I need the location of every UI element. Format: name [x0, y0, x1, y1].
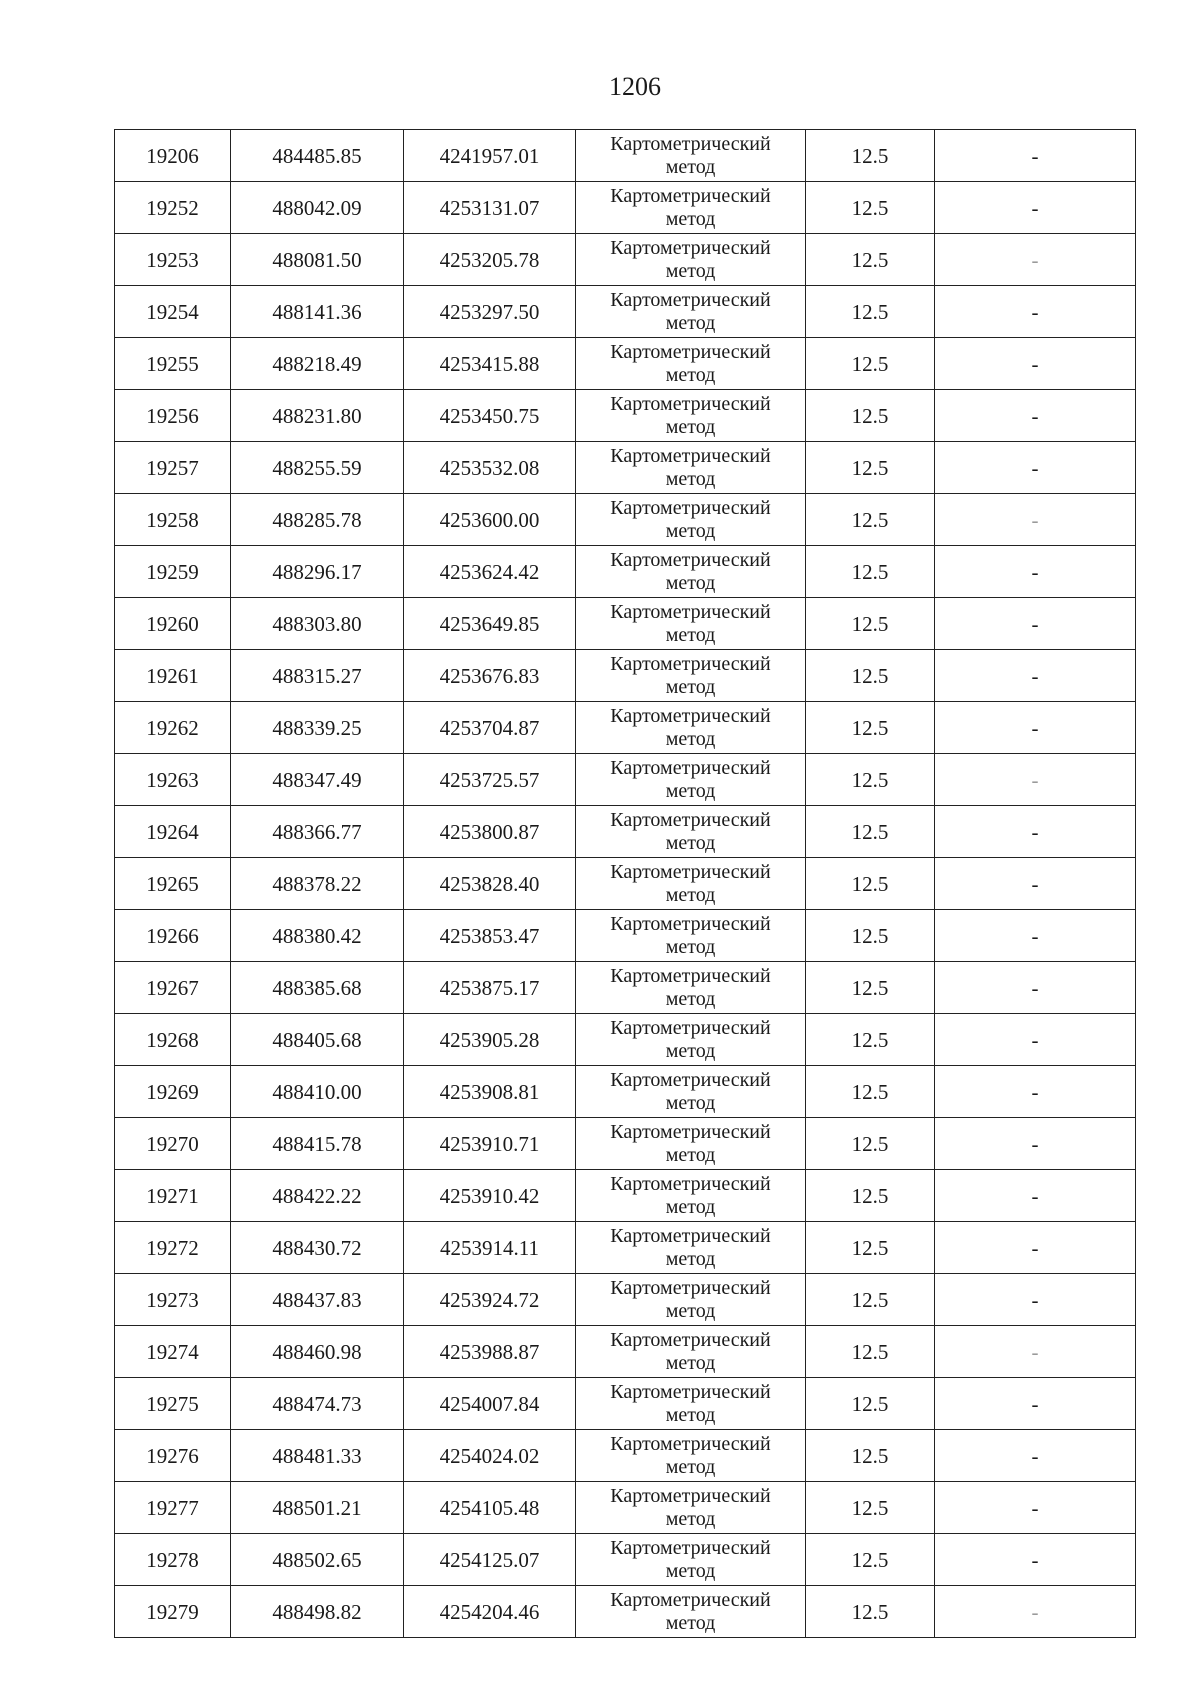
- table-row: [115, 754, 1136, 806]
- note-cell: -: [935, 1586, 1136, 1638]
- y-coordinate-cell: 4254007.84: [404, 1378, 576, 1430]
- note-cell: -: [935, 1274, 1136, 1326]
- method-cell: [576, 546, 806, 598]
- x-coordinate-cell: 488498.82: [231, 1586, 404, 1638]
- point-number-cell: 19275: [115, 1378, 231, 1430]
- accuracy-cell: 12.5: [806, 1274, 935, 1326]
- x-coordinate-cell: 488303.80: [231, 598, 404, 650]
- method-cell: [576, 1326, 806, 1378]
- method-line-2: метод: [665, 363, 716, 386]
- method-cell: [576, 1586, 806, 1638]
- table-row: [115, 494, 1136, 546]
- x-coordinate-cell: 488378.22: [231, 858, 404, 910]
- method-line-1: Картометрический: [610, 392, 771, 415]
- point-number-cell: 19279: [115, 1586, 231, 1638]
- y-coordinate-cell: 4253704.87: [404, 702, 576, 754]
- method-cell: [576, 494, 806, 546]
- table-row: [115, 910, 1136, 962]
- x-coordinate-cell: 488255.59: [231, 442, 404, 494]
- method-line-2: метод: [665, 311, 716, 334]
- note-cell: -: [935, 910, 1136, 962]
- note-cell: -: [935, 390, 1136, 442]
- x-coordinate-cell: 488430.72: [231, 1222, 404, 1274]
- method-line-2: метод: [665, 571, 716, 594]
- method-cell: [576, 130, 806, 182]
- method-line-1: Картометрический: [610, 1380, 771, 1403]
- method-cell: [576, 1014, 806, 1066]
- point-number-cell: 19272: [115, 1222, 231, 1274]
- point-number-cell: 19254: [115, 286, 231, 338]
- table-row: [115, 858, 1136, 910]
- table-row: [115, 338, 1136, 390]
- note-cell: -: [935, 1482, 1136, 1534]
- method-line-1: Картометрический: [610, 1120, 771, 1143]
- method-cell: [576, 234, 806, 286]
- table-row: [115, 1534, 1136, 1586]
- method-cell: [576, 442, 806, 494]
- y-coordinate-cell: 4254125.07: [404, 1534, 576, 1586]
- y-coordinate-cell: 4241957.01: [404, 130, 576, 182]
- point-number-cell: 19264: [115, 806, 231, 858]
- method-line-2: метод: [665, 1559, 716, 1582]
- accuracy-cell: 12.5: [806, 182, 935, 234]
- point-number-cell: 19261: [115, 650, 231, 702]
- note-cell: -: [935, 1326, 1136, 1378]
- note-cell: -: [935, 442, 1136, 494]
- method-line-1: Картометрический: [610, 704, 771, 727]
- accuracy-cell: 12.5: [806, 286, 935, 338]
- table-row: [115, 598, 1136, 650]
- note-cell: -: [935, 1118, 1136, 1170]
- accuracy-cell: 12.5: [806, 442, 935, 494]
- y-coordinate-cell: 4253532.08: [404, 442, 576, 494]
- method-line-2: метод: [665, 1247, 716, 1270]
- y-coordinate-cell: 4253910.71: [404, 1118, 576, 1170]
- method-line-1: Картометрический: [610, 444, 771, 467]
- method-line-2: метод: [665, 831, 716, 854]
- x-coordinate-cell: 488218.49: [231, 338, 404, 390]
- point-number-cell: 19260: [115, 598, 231, 650]
- y-coordinate-cell: 4253910.42: [404, 1170, 576, 1222]
- y-coordinate-cell: 4253205.78: [404, 234, 576, 286]
- table-row: [115, 1014, 1136, 1066]
- table-row: [115, 806, 1136, 858]
- method-line-1: Картометрический: [610, 1068, 771, 1091]
- accuracy-cell: 12.5: [806, 234, 935, 286]
- y-coordinate-cell: 4253828.40: [404, 858, 576, 910]
- point-number-cell: 19262: [115, 702, 231, 754]
- method-cell: [576, 338, 806, 390]
- y-coordinate-cell: 4253676.83: [404, 650, 576, 702]
- method-line-2: метод: [665, 415, 716, 438]
- table-row: [115, 130, 1136, 182]
- note-cell: -: [935, 286, 1136, 338]
- x-coordinate-cell: 488042.09: [231, 182, 404, 234]
- x-coordinate-cell: 488410.00: [231, 1066, 404, 1118]
- y-coordinate-cell: 4253415.88: [404, 338, 576, 390]
- table-row: [115, 702, 1136, 754]
- method-cell: [576, 1274, 806, 1326]
- note-cell: -: [935, 338, 1136, 390]
- method-line-1: Картометрический: [610, 184, 771, 207]
- y-coordinate-cell: 4253600.00: [404, 494, 576, 546]
- y-coordinate-cell: 4253924.72: [404, 1274, 576, 1326]
- method-cell: [576, 1066, 806, 1118]
- method-line-1: Картометрический: [610, 964, 771, 987]
- table-row: [115, 1430, 1136, 1482]
- method-line-1: Картометрический: [610, 652, 771, 675]
- x-coordinate-cell: 488415.78: [231, 1118, 404, 1170]
- method-cell: [576, 1222, 806, 1274]
- method-cell: [576, 182, 806, 234]
- note-cell: -: [935, 546, 1136, 598]
- point-number-cell: 19269: [115, 1066, 231, 1118]
- method-line-2: метод: [665, 1611, 716, 1634]
- method-cell: [576, 910, 806, 962]
- x-coordinate-cell: 488315.27: [231, 650, 404, 702]
- table-row: [115, 1066, 1136, 1118]
- note-cell: -: [935, 598, 1136, 650]
- accuracy-cell: 12.5: [806, 1586, 935, 1638]
- y-coordinate-cell: 4253131.07: [404, 182, 576, 234]
- x-coordinate-cell: 488366.77: [231, 806, 404, 858]
- method-cell: [576, 598, 806, 650]
- note-cell: -: [935, 494, 1136, 546]
- accuracy-cell: 12.5: [806, 806, 935, 858]
- method-line-1: Картометрический: [610, 1484, 771, 1507]
- note-cell: -: [935, 182, 1136, 234]
- method-line-1: Картометрический: [610, 1276, 771, 1299]
- table-row: [115, 182, 1136, 234]
- accuracy-cell: 12.5: [806, 598, 935, 650]
- x-coordinate-cell: 488385.68: [231, 962, 404, 1014]
- x-coordinate-cell: 488081.50: [231, 234, 404, 286]
- method-line-2: метод: [665, 727, 716, 750]
- table-row: [115, 962, 1136, 1014]
- method-line-1: Картометрический: [610, 600, 771, 623]
- note-cell: -: [935, 1066, 1136, 1118]
- method-cell: [576, 806, 806, 858]
- note-cell: -: [935, 858, 1136, 910]
- note-cell: -: [935, 1534, 1136, 1586]
- y-coordinate-cell: 4253297.50: [404, 286, 576, 338]
- note-cell: -: [935, 1378, 1136, 1430]
- y-coordinate-cell: 4253908.81: [404, 1066, 576, 1118]
- method-line-1: Картометрический: [610, 860, 771, 883]
- point-number-cell: 19253: [115, 234, 231, 286]
- method-line-2: метод: [665, 1507, 716, 1530]
- accuracy-cell: 12.5: [806, 546, 935, 598]
- point-number-cell: 19259: [115, 546, 231, 598]
- x-coordinate-cell: 488380.42: [231, 910, 404, 962]
- y-coordinate-cell: 4253450.75: [404, 390, 576, 442]
- accuracy-cell: 12.5: [806, 702, 935, 754]
- note-cell: -: [935, 754, 1136, 806]
- method-line-2: метод: [665, 883, 716, 906]
- point-number-cell: 19276: [115, 1430, 231, 1482]
- accuracy-cell: 12.5: [806, 1430, 935, 1482]
- table-row: [115, 286, 1136, 338]
- table-row: [115, 1586, 1136, 1638]
- method-cell: [576, 1534, 806, 1586]
- method-line-1: Картометрический: [610, 1432, 771, 1455]
- accuracy-cell: 12.5: [806, 1014, 935, 1066]
- note-cell: -: [935, 1170, 1136, 1222]
- accuracy-cell: 12.5: [806, 130, 935, 182]
- y-coordinate-cell: 4253800.87: [404, 806, 576, 858]
- method-line-1: Картометрический: [610, 1172, 771, 1195]
- x-coordinate-cell: 488502.65: [231, 1534, 404, 1586]
- method-line-2: метод: [665, 155, 716, 178]
- note-cell: -: [935, 702, 1136, 754]
- accuracy-cell: 12.5: [806, 1170, 935, 1222]
- table-row: [115, 1326, 1136, 1378]
- method-cell: [576, 1118, 806, 1170]
- method-line-1: Картометрический: [610, 496, 771, 519]
- point-number-cell: 19267: [115, 962, 231, 1014]
- point-number-cell: 19273: [115, 1274, 231, 1326]
- y-coordinate-cell: 4253988.87: [404, 1326, 576, 1378]
- method-line-1: Картометрический: [610, 236, 771, 259]
- table-row: [115, 1222, 1136, 1274]
- method-line-2: метод: [665, 1403, 716, 1426]
- method-cell: [576, 962, 806, 1014]
- accuracy-cell: 12.5: [806, 494, 935, 546]
- point-number-cell: 19263: [115, 754, 231, 806]
- method-line-1: Картометрический: [610, 548, 771, 571]
- accuracy-cell: 12.5: [806, 390, 935, 442]
- point-number-cell: 19265: [115, 858, 231, 910]
- method-line-1: Картометрический: [610, 288, 771, 311]
- note-cell: -: [935, 1222, 1136, 1274]
- method-line-1: Картометрический: [610, 756, 771, 779]
- method-line-2: метод: [665, 1143, 716, 1166]
- note-cell: -: [935, 806, 1136, 858]
- x-coordinate-cell: 488481.33: [231, 1430, 404, 1482]
- point-number-cell: 19278: [115, 1534, 231, 1586]
- note-cell: -: [935, 234, 1136, 286]
- point-number-cell: 19266: [115, 910, 231, 962]
- method-cell: [576, 1482, 806, 1534]
- y-coordinate-cell: 4253725.57: [404, 754, 576, 806]
- table-row: [115, 1170, 1136, 1222]
- y-coordinate-cell: 4253649.85: [404, 598, 576, 650]
- point-number-cell: 19258: [115, 494, 231, 546]
- method-cell: [576, 1378, 806, 1430]
- table-row: [115, 234, 1136, 286]
- x-coordinate-cell: 488231.80: [231, 390, 404, 442]
- table-row: [115, 1118, 1136, 1170]
- y-coordinate-cell: 4254105.48: [404, 1482, 576, 1534]
- method-line-2: метод: [665, 1091, 716, 1114]
- method-line-2: метод: [665, 1195, 716, 1218]
- method-line-1: Картометрический: [610, 808, 771, 831]
- x-coordinate-cell: 488474.73: [231, 1378, 404, 1430]
- coordinates-table-body: [115, 130, 1136, 1638]
- y-coordinate-cell: 4253853.47: [404, 910, 576, 962]
- x-coordinate-cell: 488347.49: [231, 754, 404, 806]
- point-number-cell: 19256: [115, 390, 231, 442]
- x-coordinate-cell: 488405.68: [231, 1014, 404, 1066]
- point-number-cell: 19257: [115, 442, 231, 494]
- point-number-cell: 19255: [115, 338, 231, 390]
- method-line-1: Картометрический: [610, 1536, 771, 1559]
- point-number-cell: 19271: [115, 1170, 231, 1222]
- method-line-2: метод: [665, 1455, 716, 1478]
- method-line-1: Картометрический: [610, 1328, 771, 1351]
- point-number-cell: 19268: [115, 1014, 231, 1066]
- method-line-1: Картометрический: [610, 912, 771, 935]
- x-coordinate-cell: 488296.17: [231, 546, 404, 598]
- table-row: [115, 650, 1136, 702]
- method-cell: [576, 650, 806, 702]
- note-cell: -: [935, 130, 1136, 182]
- method-line-1: Картометрический: [610, 340, 771, 363]
- method-line-1: Картометрический: [610, 1588, 771, 1611]
- page-number: 1206: [609, 72, 661, 101]
- method-cell: [576, 858, 806, 910]
- method-line-2: метод: [665, 935, 716, 958]
- table-row: [115, 1378, 1136, 1430]
- table-row: [115, 442, 1136, 494]
- accuracy-cell: 12.5: [806, 858, 935, 910]
- accuracy-cell: 12.5: [806, 1066, 935, 1118]
- method-line-1: Картометрический: [610, 132, 771, 155]
- method-cell: [576, 754, 806, 806]
- x-coordinate-cell: 488501.21: [231, 1482, 404, 1534]
- method-line-2: метод: [665, 259, 716, 282]
- method-line-1: Картометрический: [610, 1224, 771, 1247]
- point-number-cell: 19206: [115, 130, 231, 182]
- accuracy-cell: 12.5: [806, 1534, 935, 1586]
- y-coordinate-cell: 4253875.17: [404, 962, 576, 1014]
- table-row: [115, 390, 1136, 442]
- method-cell: [576, 390, 806, 442]
- x-coordinate-cell: 488422.22: [231, 1170, 404, 1222]
- table-row: [115, 1274, 1136, 1326]
- coordinates-table: [114, 129, 1136, 1638]
- point-number-cell: 19274: [115, 1326, 231, 1378]
- method-line-2: метод: [665, 779, 716, 802]
- method-cell: [576, 1170, 806, 1222]
- method-line-2: метод: [665, 1299, 716, 1322]
- method-line-2: метод: [665, 1351, 716, 1374]
- method-cell: [576, 1430, 806, 1482]
- note-cell: -: [935, 962, 1136, 1014]
- x-coordinate-cell: 488339.25: [231, 702, 404, 754]
- y-coordinate-cell: 4254204.46: [404, 1586, 576, 1638]
- note-cell: -: [935, 1014, 1136, 1066]
- table-row: [115, 1482, 1136, 1534]
- x-coordinate-cell: 488460.98: [231, 1326, 404, 1378]
- x-coordinate-cell: 488285.78: [231, 494, 404, 546]
- accuracy-cell: 12.5: [806, 1378, 935, 1430]
- method-line-2: метод: [665, 987, 716, 1010]
- y-coordinate-cell: 4253914.11: [404, 1222, 576, 1274]
- x-coordinate-cell: 488437.83: [231, 1274, 404, 1326]
- table-row: [115, 546, 1136, 598]
- method-cell: [576, 286, 806, 338]
- x-coordinate-cell: 484485.85: [231, 130, 404, 182]
- accuracy-cell: 12.5: [806, 1222, 935, 1274]
- y-coordinate-cell: 4253905.28: [404, 1014, 576, 1066]
- method-line-2: метод: [665, 467, 716, 490]
- accuracy-cell: 12.5: [806, 962, 935, 1014]
- accuracy-cell: 12.5: [806, 910, 935, 962]
- accuracy-cell: 12.5: [806, 1326, 935, 1378]
- method-line-2: метод: [665, 1039, 716, 1062]
- point-number-cell: 19270: [115, 1118, 231, 1170]
- accuracy-cell: 12.5: [806, 754, 935, 806]
- method-line-2: метод: [665, 675, 716, 698]
- accuracy-cell: 12.5: [806, 1118, 935, 1170]
- accuracy-cell: 12.5: [806, 650, 935, 702]
- method-line-2: метод: [665, 519, 716, 542]
- accuracy-cell: 12.5: [806, 338, 935, 390]
- note-cell: -: [935, 1430, 1136, 1482]
- method-line-2: метод: [665, 623, 716, 646]
- method-cell: [576, 702, 806, 754]
- x-coordinate-cell: 488141.36: [231, 286, 404, 338]
- method-line-2: метод: [665, 207, 716, 230]
- y-coordinate-cell: 4253624.42: [404, 546, 576, 598]
- note-cell: -: [935, 650, 1136, 702]
- y-coordinate-cell: 4254024.02: [404, 1430, 576, 1482]
- method-line-1: Картометрический: [610, 1016, 771, 1039]
- point-number-cell: 19277: [115, 1482, 231, 1534]
- point-number-cell: 19252: [115, 182, 231, 234]
- accuracy-cell: 12.5: [806, 1482, 935, 1534]
